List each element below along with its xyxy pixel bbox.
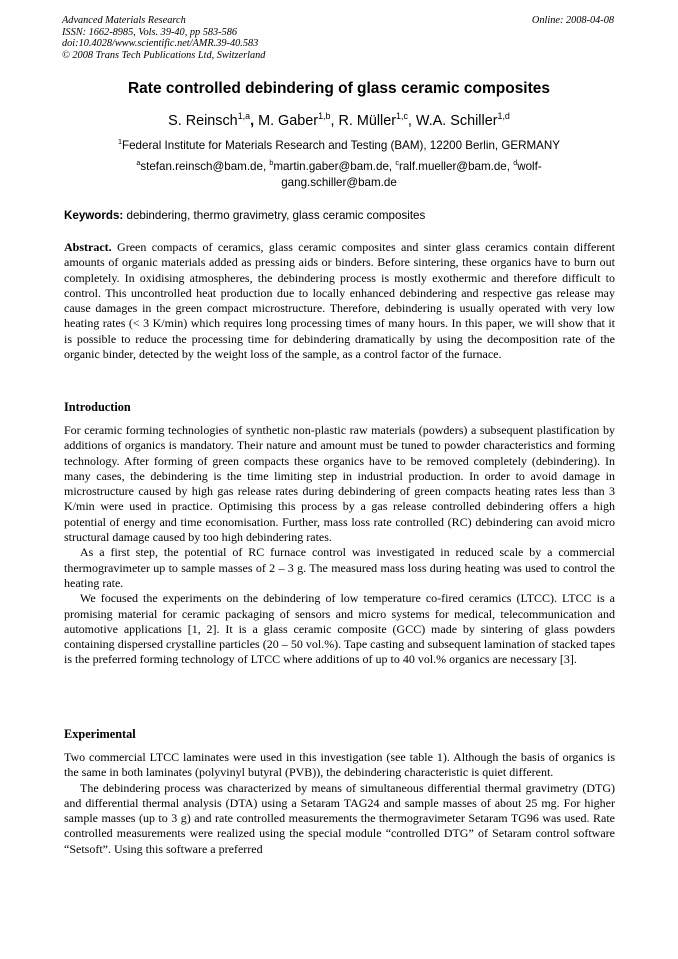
abstract-text: Green compacts of ceramics, glass ceramic composites and sinter glass ceramics contain different amounts of organic materials added as pressing aids or binders. Before sintering, these organics have to burn out completely. In oxidising atmospheres, the debindering process is mostly exothermic and therefore difficult to control. This uncontrolled heat production due to locally enhanced debindering and respective gas release may cause damages in the green compact microstructure. Therefore, debindering is usually operated with very low heating rates (< 3 K/min) which requires long processing times of many hours. In this paper, we will show that it is possible to reduce the processing time for debindering dramatically by using the decomposition rate of the organic binder, detected by the weight loss of the sample, as a control factor of the furnace. <box>64 240 615 362</box>
author-affiliation-mark: 1,a <box>237 111 251 122</box>
author-name: S. Reinsch <box>168 113 238 129</box>
email-mark: d <box>513 158 518 168</box>
email-mark: c <box>395 158 399 168</box>
issn-line: ISSN: 1662-8985, Vols. 39-40, pp 583-586 <box>62 26 238 38</box>
doi-line: doi:10.4028/www.scientific.net/AMR.39-40.583 <box>62 38 259 50</box>
experimental-body <box>64 750 615 857</box>
keywords <box>64 209 425 222</box>
author-name: R. Müller <box>338 113 397 129</box>
affiliation-mark: 1 <box>118 137 123 147</box>
author-affiliation-mark: 1,b <box>318 111 331 122</box>
journal-meta <box>62 15 265 61</box>
keywords-label: Keywords: <box>64 209 124 222</box>
paper-title: Rate controlled debindering of glass ceramic composites <box>127 80 551 97</box>
online-date: Online: 2008-04-08 <box>531 15 614 26</box>
author-name: M. Gaber <box>258 113 319 129</box>
keywords-text: debindering, thermo gravimetry, glass ceramic composites <box>126 209 426 222</box>
email-link[interactable]: stefan.reinsch@bam.de <box>140 160 263 173</box>
email-list: $^a$stefan.reinsch@bam.de, $^b$martin.gaber@bam.de, $^c$ralf.mueller@bam.de, $^d$wolf-gang.schiller@bam.de <box>136 158 542 189</box>
experimental-heading: Experimental <box>64 727 136 741</box>
author-list: S. Reinsch$^{1,a}$, M. Gaber$^{1,b}$, R. Müller$^{1,c}$, W.A. Schiller$^{1,d}$ <box>168 111 510 129</box>
email-link[interactable]: ralf.mueller@bam.de <box>398 160 507 173</box>
email-link[interactable]: martin.gaber@bam.de <box>273 160 389 173</box>
paragraph: As a first step, the potential of RC furnace control was investigated in reduced scale by a commercial thermogravimeter up to sample masses of 2 – 3 g. The measured mass loss during heating was used to control the heating rate. <box>64 545 615 590</box>
paragraph: For ceramic forming technologies of synthetic non-plastic raw materials (powders) a subsequent plastification by additions of organics is mandatory. Their nature and amount must be tuned to powder characteristics and forming technology. After forming of green compacts these organics have to be removed completely (debindering). In many cases, the debindering is the time limiting step in industrial production. In order to avoid damage in microstructure caused by high gas release rates during debindering of green compacts heating rates less than 3 K/min were used in practice. Optimising this process by a gas release controlled debindering offers a high potential of energy and time economisation. Further, mass loss rate controlled (RC) debindering can avoid micro structural damage caused by too high debindering rates. <box>64 423 615 545</box>
email-mark: a <box>136 158 141 168</box>
introduction-body <box>64 423 615 668</box>
author-name: W.A. Schiller <box>415 113 498 129</box>
introduction-heading: Introduction <box>64 400 131 414</box>
journal-name: Advanced Materials Research <box>62 15 186 26</box>
author-affiliation-mark: 1,d <box>497 111 510 122</box>
email-mark: b <box>269 158 274 168</box>
abstract-label: Abstract. <box>64 240 112 254</box>
author-affiliation-mark: 1,c <box>396 111 408 122</box>
copyright-line: © 2008 Trans Tech Publications Ltd, Switzerland <box>62 49 266 61</box>
paragraph: The debindering process was characterized by means of simultaneous differential thermal gravimetry (DTG) and differential thermal analysis (DTA) using a Setaram TAG24 and sample masses of about 25 mg. For higher sample masses (up to 3 g) and rate controlled measurements the thermogravimeter Setaram TG96 was used. Rate controlled measurements were realized using the special module “controlled DTG” of Setaram control software “Setsoft”. Using this software a preferred <box>64 780 615 856</box>
abstract <box>64 240 615 362</box>
affiliation <box>0 139 678 152</box>
paragraph: We focused the experiments on the debindering of low temperature co-fired ceramics (LTCC). LTCC is a promising material for ceramic packaging of sensors and micro systems for medical, telecommunication and automotive applications [1, 2]. It is a glass ceramic composite (GCC) made by sintering of glass powders containing dispersed crystalline particles (20 – 50 vol.%). Tape casting and subsequent lamination of stacked tapes is the preferred forming technology of LTCC where additions of up to 40 vol.% organics are necessary [3]. <box>64 591 615 667</box>
paragraph: Two commercial LTCC laminates were used in this investigation (see table 1). Although the basis of organics is the same in both laminates (polyvinyl butyral (PVB)), the debindering characteristic is quiet different. <box>64 750 615 780</box>
email-link[interactable]: wolf-gang.schiller@bam.de <box>281 160 542 189</box>
affiliation-text: Federal Institute for Materials Research and Testing (BAM), 12200 Berlin, GERMANY <box>122 139 560 152</box>
